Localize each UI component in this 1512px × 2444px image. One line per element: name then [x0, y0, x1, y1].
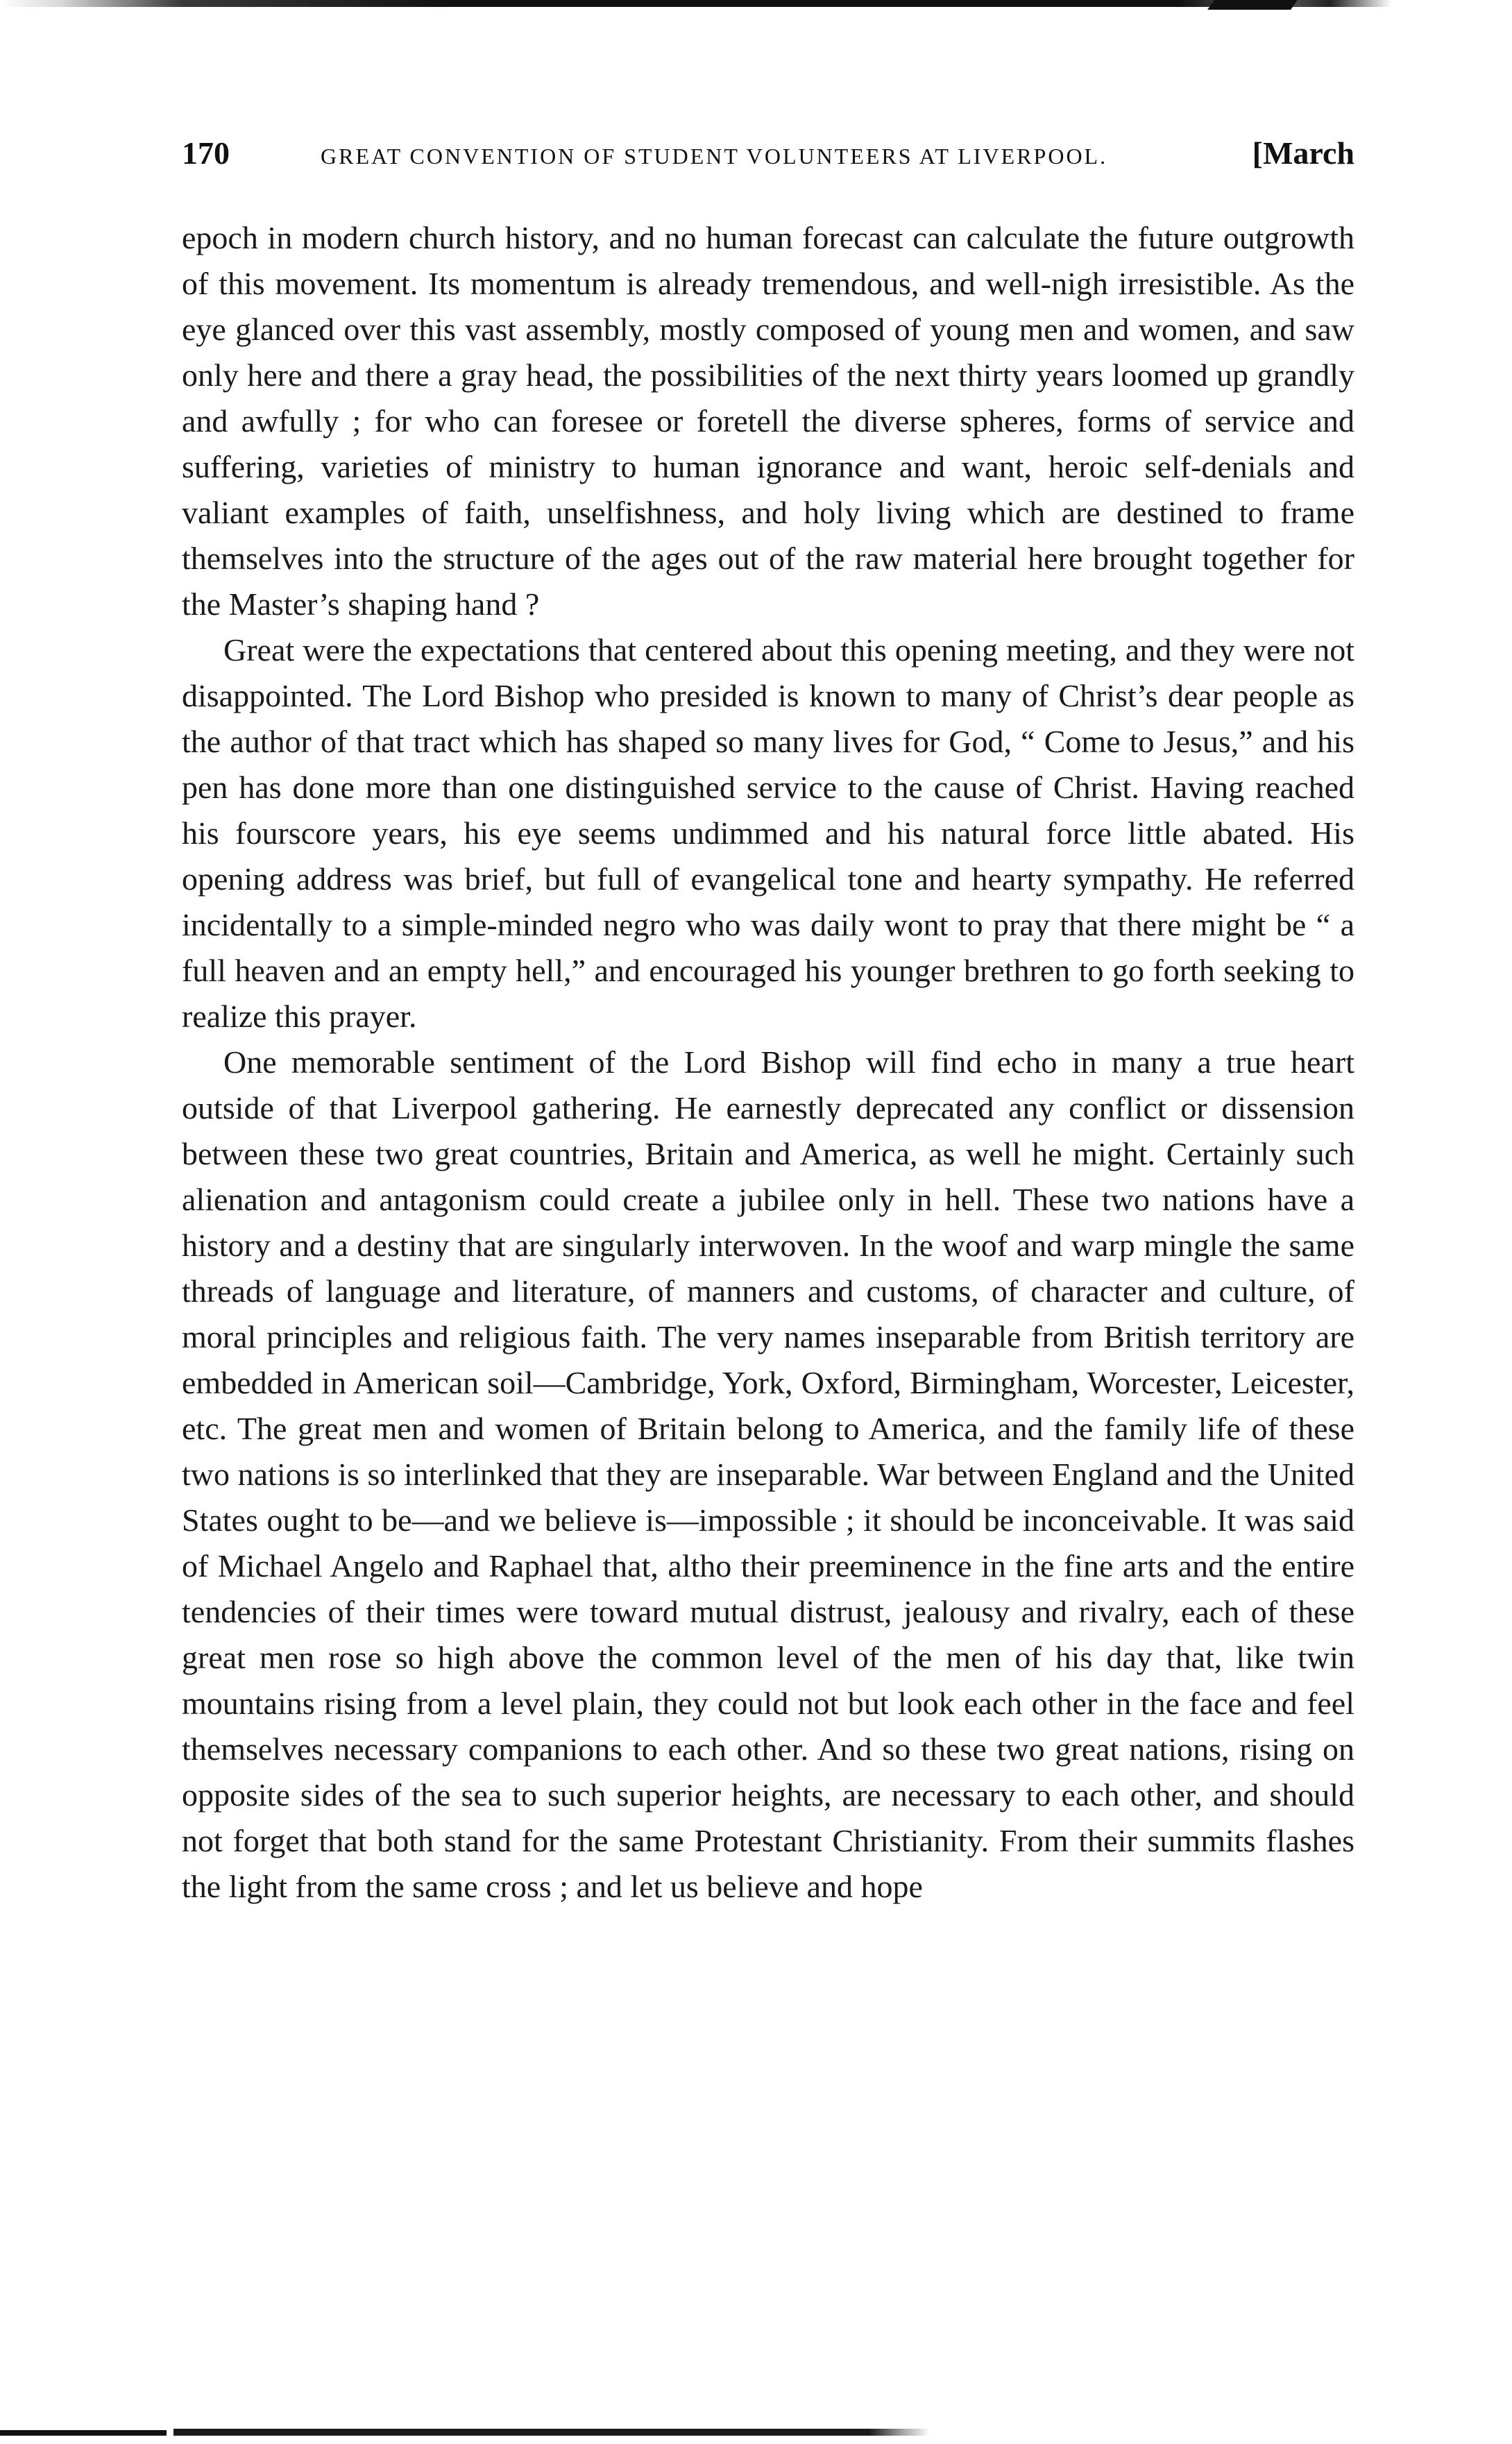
- book-page: [182, 133, 1354, 1910]
- page-number: 170: [182, 135, 230, 171]
- bottom-rule-left: [0, 2430, 167, 2436]
- header-title: GREAT CONVENTION OF STUDENT VOLUNTEERS AT LIVERPOOL.: [321, 144, 1108, 169]
- body-text: [182, 215, 1354, 1910]
- bottom-rule-right: [173, 2429, 930, 2436]
- header-month: [March: [1252, 135, 1354, 171]
- paragraph-continued: epoch in modern church history, and no human forecast can calculate the future outgrowth of this movement. Its momentum is already tremendous, and well-nigh irresistible. As the eye glanced over this vast assembly, mostly composed of young men and women, and saw only here and there a gray head, the possibilities of the next thirty years loomed up grandly and awfully ; for who can foresee or foretell the diverse spheres, forms of service and suffering, varieties of ministry to human ignorance and want, heroic self-denials and valiant examples of faith, unselfishness, and holy living which are destined to frame themselves into the structure of the ages out of the raw material here brought together for the Master’s shaping hand ?: [182, 220, 1354, 622]
- paragraph-lord-bishop-sentiment: One memorable sentiment of the Lord Bishop will find echo in many a true heart outside of that Liverpool gathering. He earnestly deprecated any conflict or dissension between these two great countries, Britain and America, as well he might. Certainly such alienation and antagonism could create a jubilee only in hell. These two nations have a history and a destiny that are singularly interwoven. In the woof and warp mingle the same threads of language and literature, of manners and customs, of character and culture, of moral principles and religious faith. The very names inseparable from British territory are embedded in American soil—Cambridge, York, Oxford, Birmingham, Worcester, Leicester, etc. The great men and women of Britain belong to America, and the family life of these two nations is so interlinked that they are inseparable. War between England and the United States ought to be—and we believe is—impossible ; it should be inconceivable. It was said of Michael Angelo and Raphael that, altho their preeminence in the fine arts and the entire tendencies of their times were toward mutual distrust, jealousy and rivalry, each of these great men rose so high above the common level of the men of his day that, like twin mountains rising from a level plain, they could not but look each other in the face and feel themselves necessary companions to each other. And so these two great nations, rising on opposite sides of the sea to such superior heights, are necessary to each other, and should not forget that both stand for the same Protestant Christianity. From their summits flashes the light from the same cross ; and let us believe and hope: [182, 1044, 1354, 1904]
- running-header: [182, 133, 1354, 173]
- top-scan-edge: [0, 0, 1512, 7]
- bottom-scan-edge: [0, 2426, 1512, 2436]
- paragraph-opening-meeting: Great were the expectations that centered about this opening meeting, and they were not disappointed. The Lord Bishop who presided is known to many of Christ’s dear people as the author of that tract which has shaped so many lives for God, “ Come to Jesus,” and his pen has done more than one distinguished service to the cause of Christ. Having reached his fourscore years, his eye seems undimmed and his natural force little abated. His opening address was brief, but full of evangelical tone and hearty sympathy. He referred incidentally to a simple-minded negro who was daily wont to pray that there might be “ a full heaven and an empty hell,” and encouraged his younger brethren to go forth seeking to realize this prayer.: [182, 632, 1354, 1034]
